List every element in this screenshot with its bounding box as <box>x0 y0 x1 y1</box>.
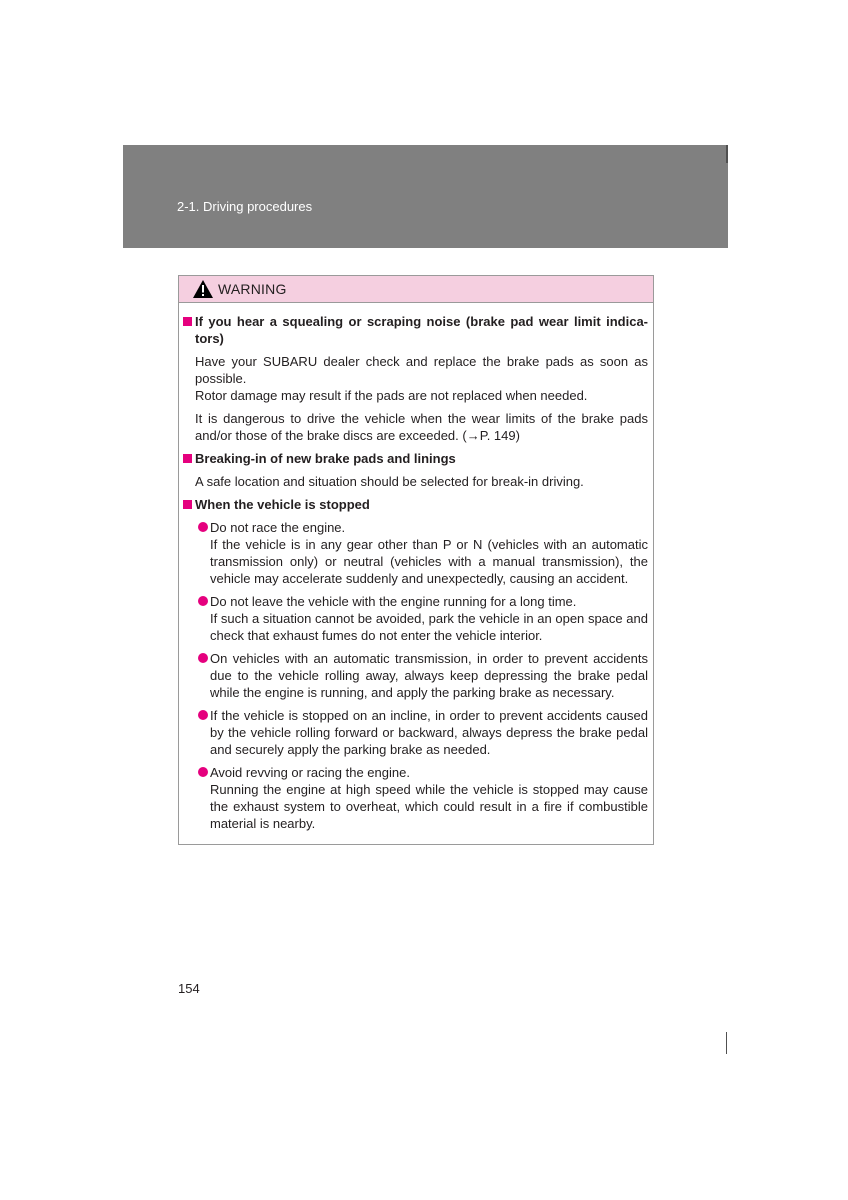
list-item: Do not race the engine. If the vehicle is in any gear other than P or N (vehicles with an automatic transmission only) or neutral (vehicles with a manual transmission), the vehicle may accelerate suddenly and unexpectedly, causing an accident. <box>198 519 648 587</box>
chapter-header-band <box>123 145 728 248</box>
section-heading-break-in: Breaking-in of new brake pads and linings <box>183 450 648 467</box>
paragraph: It is dangerous to drive the vehicle when the wear limits of the brake pads and/or those of the brake discs are exceeded. (→P. 149) <box>195 411 648 443</box>
round-bullet-icon <box>198 522 208 532</box>
round-bullet-icon <box>198 653 208 663</box>
list-item: Do not leave the vehicle with the engine running for a long time. If such a situation cannot be avoided, park the vehicle in an open space and check that exhaust fumes do not enter the vehicle interior. <box>198 593 648 644</box>
paragraph: Rotor damage may result if the pads are not replaced when needed. <box>195 388 588 403</box>
square-bullet-icon <box>183 317 192 326</box>
section-title: 2-1. Driving procedures <box>177 199 313 214</box>
warning-header <box>179 276 653 303</box>
round-bullet-icon <box>198 596 208 606</box>
square-bullet-icon <box>183 500 192 509</box>
section-heading-vehicle-stopped: When the vehicle is stopped <box>183 496 648 513</box>
page-number: 154 <box>178 981 200 996</box>
list-item: Avoid revving or racing the engine. Running the engine at high speed while the vehicle is stopped may cause the exhaust system to overheat, which could result in a fire if combustible material is nearby. <box>198 764 648 832</box>
section-heading-brake-noise: If you hear a squealing or scraping noise (brake pad wear limit indica-tors) <box>183 313 648 347</box>
warning-body <box>179 303 653 832</box>
list-item: On vehicles with an automatic transmission, in order to prevent accidents due to the vehicle rolling away, always keep depressing the brake pedal while the engine is running, and apply the parking brake as necessary. <box>198 650 648 701</box>
paragraph: A safe location and situation should be selected for break-in driving. <box>195 474 584 489</box>
warning-label: WARNING <box>218 281 287 297</box>
warning-box <box>178 275 654 845</box>
round-bullet-icon <box>198 767 208 777</box>
round-bullet-icon <box>198 710 208 720</box>
square-bullet-icon <box>183 454 192 463</box>
list-item: If the vehicle is stopped on an incline, in order to prevent accidents caused by the vehicle rolling forward or backward, always depress the brake pedal and securely apply the parking brake as needed. <box>198 707 648 758</box>
warning-triangle-icon <box>192 279 214 299</box>
paragraph: Have your SUBARU dealer check and replace the brake pads as soon as possible. <box>195 354 648 386</box>
corner-tick-mark <box>726 145 728 163</box>
edge-tick-mark <box>726 1032 727 1054</box>
